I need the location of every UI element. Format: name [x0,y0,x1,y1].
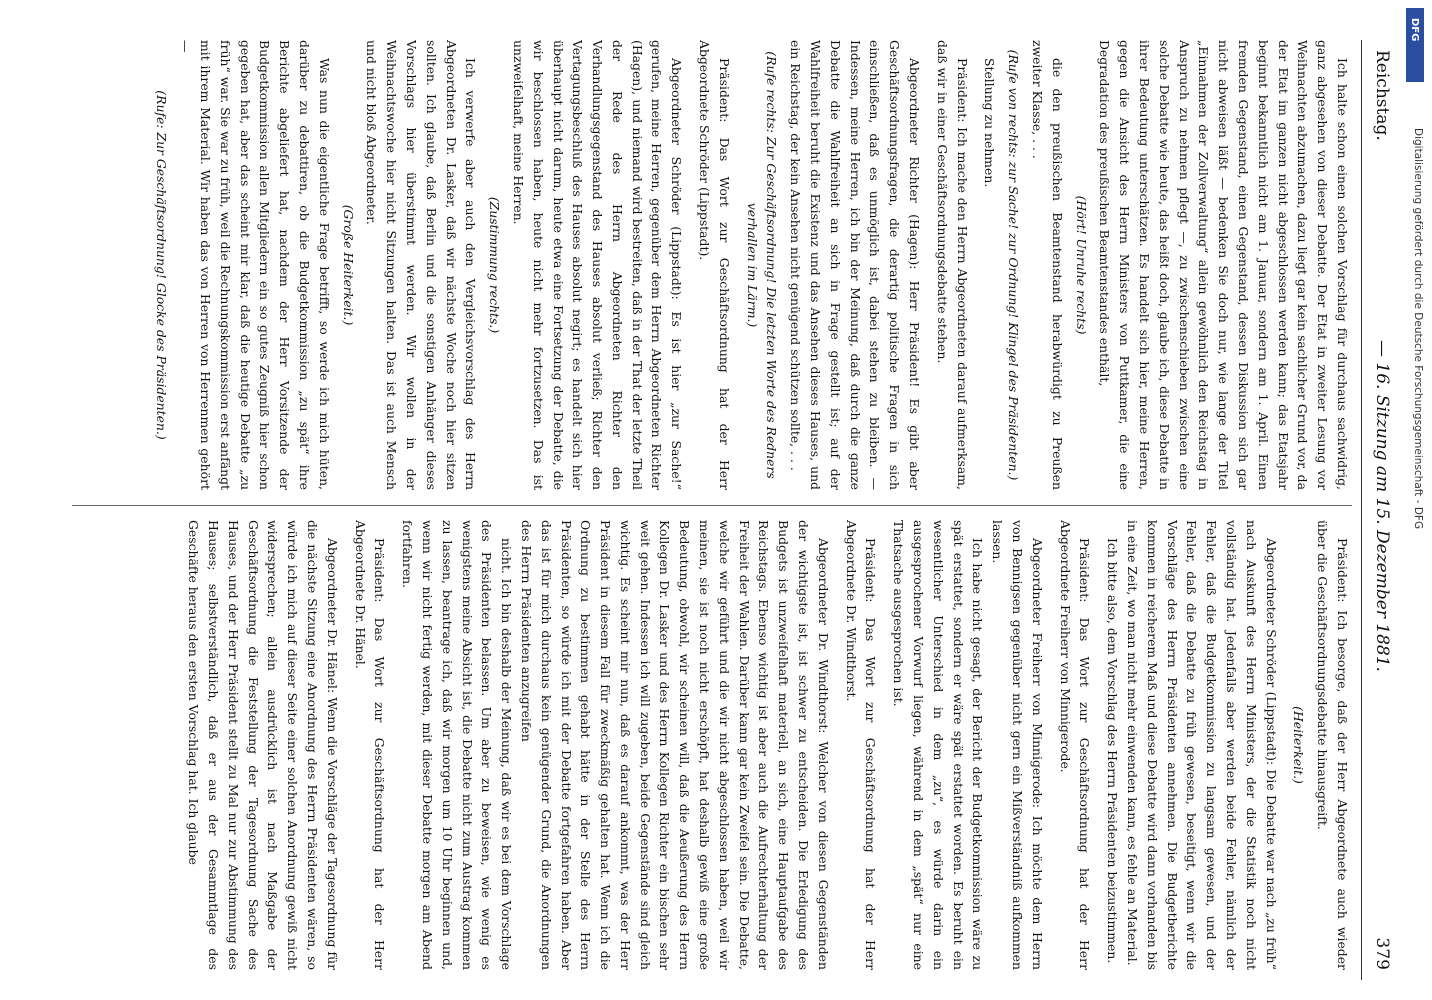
dfg-logo-text: DFG [1409,18,1420,42]
header-session: — 16. Sitzung am 15. Dezember 1881. [1372,340,1392,672]
speech: Präsident: Das Wort zur Geschäftsordnung hat der Herr Abgeordnete Schröder (Lippstadt). [697,40,732,490]
page-number: 379 [1372,937,1392,970]
speech: Abgeordneter Dr. Hänel: Wenn die Vorschläge der Tagesordnung für die nächste Sitzung eine Anordnung des Herrn Präsidenten wären, so würde ich mich auf dieser Seite einer solchen Anordnung gewiß nicht widersprechen; allein ausdrücklich ist nach Maßgabe der Geschäftsordnung die Feststellung der Tagesordnung Sache des Hauses, und der Herr Präsident stellt zu Mal nur zur Abstimmung des Hauses; selbstverständlich, daß er aus der Gesammtlage des Geschäfte heraus den ersten Vorschlag hat. Ich glaube [186,520,340,970]
interjection: (Heiterkeit.) [1291,706,1307,784]
paragraph: Ich halte schon einen solchen Vorschlag für durchaus sachwidrig, ganz abgesehen von dieser Debatte. Der Etat in zweiter Lesung vor Weihnachten abzumachen, dazu liegt gar kein sachlicher Grund vor, da der Etat im ganzen nicht abgeschlossen werden kann; das Etatsjahr beginnt bekanntlich nicht am 1. Januar, sondern am 1. April. Einen fremden Gegenstand, einen Gegenstand, dessen Diskussion sich gar nicht abweisen läßt — bedenken Sie doch nur, wie lange der Titel „Einnahmen der Zollverwaltung“ allein gewöhnlich den Reichstag in Anspruch zu nehmen pflegt —, zu zwischenschieben zwischen eine solche Debatte wie heute, das heißt doch, glaube ich, diese Debatte in ihrer Bedeutung unterschätzen. Es handelt sich hier, meine Herren, gegen die Ansicht des Herrn Ministers von Puttkamer, die eine Degradation des preußischen Beamtenstandes enthält, [1097,40,1350,490]
paragraph: Ich bitte also, dem Vorschlag des Herrn Präsidenten beizustimmen. [1105,538,1121,964]
header-publication: Reichstag. [1372,50,1392,141]
speech: Abgeordneter Schröder (Lippstadt): Die Debatte war nach „zu früh“ nach Auskunft des Herrn Ministers, der die Statistik noch nicht vollständig hat. Jedenfalls aber werden beide Fehler, nämlich der Fehler, daß die Budgetkommission zu langsam gewesen, und der Fehler, daß die Debatte zu früh gewesen, beseitigt, wenn wir die Vorschläge des Herrn Präsidenten annehmen. Die Budgetberichte kommen in reicherem Maß und diese Debatte wird dann vorhanden bis in eine Zeit, wo man nicht mehr einwenden kann, es fehle an Material. [1125,520,1279,970]
speech: Präsident: Ich mache den Herrn Abgeordneten darauf aufmerksam, daß wir in einer Geschäftsordnungsdebatte stehen. [934,40,970,490]
speech: Präsident: Das Wort zur Geschäftsordnung hat der Herr Abgeordnete Dr. Windthorst. [843,520,879,970]
speech: Präsident: Das Wort zur Geschäftsordnung hat der Herr Abgeordnete Freiherr von Minnigerode. [1057,520,1093,970]
interjection: (Rufe rechts: Zur Geschäftsordnung! Die letzten Worte des Redners verhallen im Lärm.) [744,51,780,479]
paragraph: Ich habe nicht gesagt, der Bericht der Budgetkommission wäre zu spät erstattet, sondern er wäre spät erstattet worden. Es beruht ein wesentlicher Unterschied in dem „zu“, es würde darin ein ausgesprochener Vorwurf liegen, während in dem „spät“ nur eine Thatsache ausgesprochen ist. [891,520,986,970]
speech: Präsident: Ich besorge, daß der Herr Abgeordnete auch wieder über die Geschäftsordnungsdebatte hinausgreift. [1315,520,1350,970]
speech: Abgeordneter Richter (Hagen): Herr Präsident! Es gibt aber Geschäftsordnungsfragen, die derartig politische Fragen in sich einschließen, daß es unmöglich ist, dabei stehen zu bleiben. — Indessen, meine Herren, ich bin der Meinung, daß durch die ganze Debatte die Wahlfreiheit an sich in Frage gestellt ist; auf der Wahlfreiheit beruht die Existenz und das Ansehen dieses Hauses, und ein Reichstag, der kein Ansehen nicht genügend schützen sollte, . . . [788,40,923,490]
speech: Präsident: Das Wort zur Geschäftsordnung hat der Herr Abgeordnete Dr. Hänel. [352,520,388,970]
interjection: (Hört! Unruhe rechts) [1073,195,1089,335]
paragraph: Was nun die eigentliche Frage betrifft, so werde ich mich hüten, darüber zu debattiren, ob die Budgetkommission „zu spät“ ihre Berichte abgeliefert hat, nachdem der Herr Vorsitzende der Budgetkommission allen Mitgliedern ein so gutes Zeugniß hier schon gegeben hat, aber das scheint mir klar, daß die heutige Debatte „zu früh“ war. Sie war zu früh, weil die Rechnungskommission erst anfängt mit ihrem Material. Wir haben das von Herren von Herrenmen gehört — [178,40,332,490]
digitization-note: Digitalisierung gefördert durch die Deutsche Forschungsgemeinschaft - DFG [1412,128,1424,530]
speech: Abgeordneter Schröder (Lippstadt): Es ist hier „zur Sache!“ gerufen, meine Herren, gegenüber dem Herrn Abgeordneten Richter (Hagen), und niemand wird bestreiten, daß in der That der letzte Theil der Rede des Herrn Abgeordneten Richter den Verhandlungsgegenstand des Hauses absolut verließ; Richter den Vertagungsbeschluß des Hauses absolut negirt; es handelt sich hier überhaupt nicht darum, heute etwa eine Fortsetzung der Debatte, die wir beschlossen haben, heute nicht mehr fortzusetzen. Das ist unzweifelhaft, meine Herren. [510,40,685,490]
paragraph: Stellung zu nehmen. [982,58,998,188]
speech: Abgeordneter Dr. Windthorst: Welcher von diesen Gegenständen der wichtigste ist, ist schwer zu entscheiden. Die Erledigung des Budgets ist unzweifelhaft materiell, an sich, eine Hauptaufgabe des Reichstags. Ebenso wichtig ist aber auch die Aufrechterhaltung der Freiheit der Wahlen. Darüber kann gar kein Zweifel sein. Die Debatte, welche wir geführt und die wir nicht abgeschlossen haben, weil wir meinen, sie ist noch nicht erschöpft, hat deshalb gewiß eine große Bedeutung, obwohl, wir scheinen will, daß die Aeußerung des Herrn Kollegen Dr. Lasker und des Herrn Kollegen Richter ein bischen sehr weit gehen. Indessen ich will zugeben, beide Gegenstände sind gleich wichtig. Es scheint mir nun, daß es darauf ankommt, was der Herr Präsident in diesem Fall für zweckmäßig gehalten hat. Wenn ich die Ordnung zu bestimmen gehabt hätte in der Stelle des Herrn Präsidenten, so würde ich mit der Debatte fortgefahren haben. Aber das ist für mich durchaus kein genügender Grund, die Anordnungen des Herrn Präsidenten anzugreifen [518,520,831,970]
dfg-logo [1406,8,1424,82]
column-divider [72,505,1352,506]
speech: Abgeordneter Freiherr von Minnigerode: Ich möchte dem Herrn von Bennigsen gegenüber nicht gern ein Mißverständniß aufkommen lassen. [990,520,1045,970]
paragraph: die den preußischen Beamtenstand herabwürdigt zu Preußen zweiter Klasse, . . . [1030,40,1065,490]
dfg-sidebar [1406,8,1424,993]
right-column [67,520,1352,970]
interjection: (Rufe: Zur Geschäftsordnung! Glocke des Präsidenten.) [154,90,170,440]
left-column [67,40,1352,490]
paragraph: Ich verwerfe aber auch den Vergleichsvorschlag des Herrn Abgeordneten Dr. Lasker, daß wir nächste Woche noch hier sitzen sollten. Ich glaube, daß Berlin und die sonstigen Anhänger dieses Vorschlags hier überstimmt werden. Wir wollen in der Weihnachtswoche hier nicht Sitzungen halten. Das ist auch Mensch und nicht bloß Abgeordneter. [364,40,479,490]
interjection: (Zustimmung rechts.) [487,196,503,334]
interjection: (Rufe von rechts: zur Sache! zur Ordnung! Klingel des Präsidenten.) [1006,49,1022,481]
scanned-page [62,40,1402,980]
interjection: (Große Heiterkeit.) [340,204,356,326]
paragraph: nicht. Ich bin deshalb der Meinung, daß wir es bei dem Vorschlage des Präsidenten belassen. Um aber zu beweisen, wie wenig es wenigstens meine Absicht ist, die Debatte nicht zum Austrag kommen zu lassen, beantrage ich, daß wir morgen um 10 Uhr beginnen und, wenn wir nicht fertig werden, mit dieser Debatte morgen am Abend fortfahren. [400,520,515,970]
page-header [1361,40,1402,980]
